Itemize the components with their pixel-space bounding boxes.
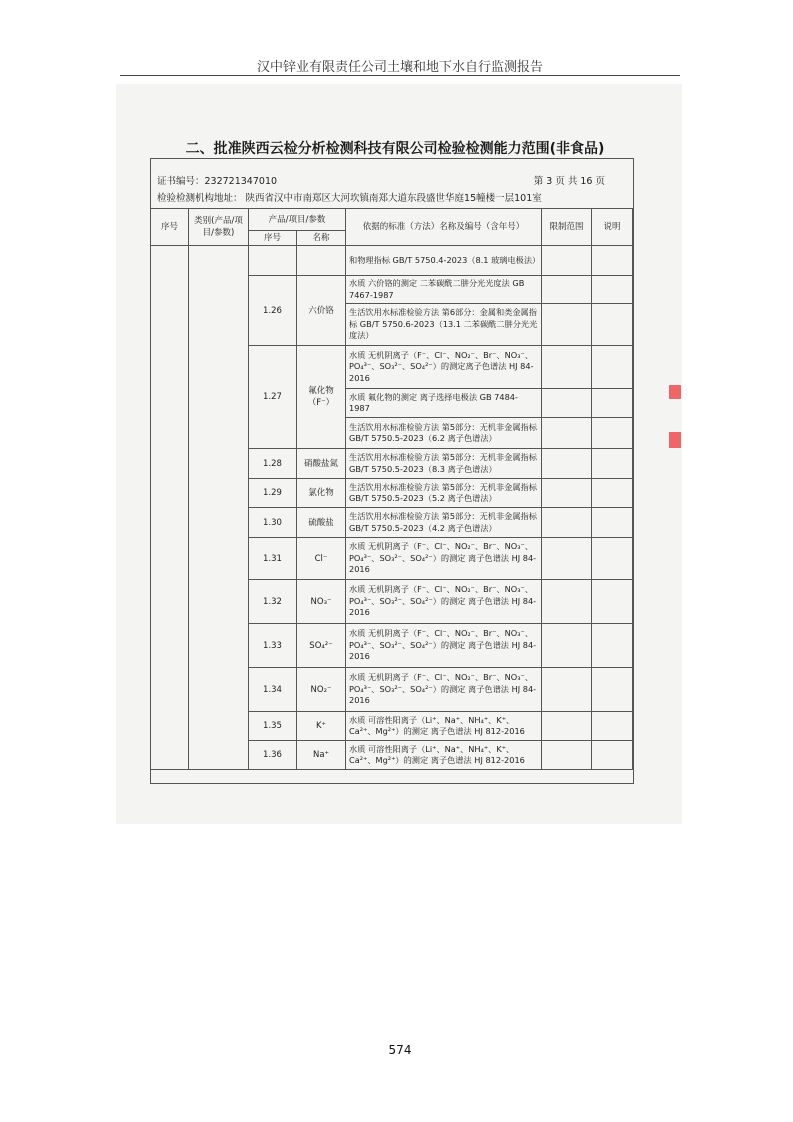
note-cell xyxy=(592,508,633,538)
header-rule xyxy=(120,75,680,76)
note-cell xyxy=(592,741,633,770)
note-cell xyxy=(592,346,633,389)
item-number: 1.27 xyxy=(249,346,297,449)
header-item-no: 序号 xyxy=(249,231,297,246)
limit-cell xyxy=(542,276,592,304)
item-name: Cl⁻ xyxy=(297,538,346,580)
note-cell xyxy=(592,449,633,479)
standard-method: 生活饮用水标准检验方法 第5部分：无机非金属指标 GB/T 5750.5-2023（4.2 离子色谱法） xyxy=(346,508,542,538)
red-stamp-fragment xyxy=(669,385,681,399)
limit-cell xyxy=(542,304,592,346)
header-note: 说明 xyxy=(592,209,633,246)
item-number: 1.32 xyxy=(249,580,297,624)
note-cell xyxy=(592,246,633,276)
limit-cell xyxy=(542,246,592,276)
item-name: K⁺ xyxy=(297,712,346,741)
limit-cell xyxy=(542,449,592,479)
item-name xyxy=(297,246,346,276)
note-cell xyxy=(592,668,633,712)
header-standard: 依据的标准（方法）名称及编号（含年号） xyxy=(346,209,542,246)
limit-cell xyxy=(542,580,592,624)
page-count: 第 3 页 共 16 页 xyxy=(533,176,605,187)
item-number: 1.33 xyxy=(249,624,297,668)
item-number xyxy=(249,246,297,276)
item-name: NO₃⁻ xyxy=(297,580,346,624)
document-title: 二、批准陕西云检分析检测科技有限公司检验检测能力范围(非食品) xyxy=(185,141,605,157)
standard-method: 生活饮用水标准检验方法 第5部分：无机非金属指标 GB/T 5750.5-2023（6.2 离子色谱法） xyxy=(346,418,542,449)
standard-method: 水质 无机阴离子（F⁻、Cl⁻、NO₂⁻、Br⁻、NO₃⁻、PO₄³⁻、SO₃²⁻、SO₄²⁻）的测定 离子色谱法 HJ 84-2016 xyxy=(346,668,542,712)
standard-method: 水质 氟化物的测定 离子选择电极法 GB 7484-1987 xyxy=(346,389,542,418)
header-item-name: 名称 xyxy=(297,231,346,246)
note-cell xyxy=(592,624,633,668)
standard-method: 和物理指标 GB/T 5750.4-2023（8.1 玻璃电极法） xyxy=(346,246,542,276)
limit-cell xyxy=(542,624,592,668)
standard-method: 生活饮用水标准检验方法 第5部分：无机非金属指标 GB/T 5750.5-2023（8.3 离子色谱法） xyxy=(346,449,542,479)
standard-method: 生活饮用水标准检验方法 第5部分：无机非金属指标 GB/T 5750.5-2023（5.2 离子色谱法） xyxy=(346,479,542,508)
item-name: 氯化物 xyxy=(297,479,346,508)
item-name: 硝酸盐氮 xyxy=(297,449,346,479)
standard-method: 水质 无机阴离子（F⁻、Cl⁻、NO₂⁻、Br⁻、NO₃⁻、PO₄³⁻、SO₃²⁻、SO₄²⁻）的测定离子色谱法 HJ 84-2016 xyxy=(346,346,542,389)
note-cell xyxy=(592,389,633,418)
item-number: 1.26 xyxy=(249,276,297,346)
header-category: 类别(产品/项目/参数) xyxy=(189,209,249,246)
item-number: 1.35 xyxy=(249,712,297,741)
item-number: 1.34 xyxy=(249,668,297,712)
header-product-param: 产品/项目/参数 xyxy=(249,209,346,231)
limit-cell xyxy=(542,346,592,389)
item-number: 1.31 xyxy=(249,538,297,580)
limit-cell xyxy=(542,668,592,712)
standard-method: 水质 无机阴离子（F⁻、Cl⁻、NO₂⁻、Br⁻、NO₃⁻、PO₄³⁻、SO₃²⁻、SO₄²⁻）的测定 离子色谱法 HJ 84-2016 xyxy=(346,580,542,624)
standard-method: 生活饮用水标准检验方法 第6部分：金属和类金属指标 GB/T 5750.6-2023（13.1 二苯碳酰二肼分光光度法） xyxy=(346,304,542,346)
certificate-row xyxy=(157,173,605,187)
note-cell xyxy=(592,538,633,580)
item-name: NO₂⁻ xyxy=(297,668,346,712)
note-cell xyxy=(592,580,633,624)
item-number: 1.28 xyxy=(249,449,297,479)
standard-method: 水质 无机阴离子（F⁻、Cl⁻、NO₂⁻、Br⁻、NO₃⁻、PO₄³⁻、SO₃²⁻、SO₄²⁻）的测定 离子色谱法 HJ 84-2016 xyxy=(346,624,542,668)
red-stamp-fragment xyxy=(669,432,681,448)
limit-cell xyxy=(542,741,592,770)
limit-cell xyxy=(542,479,592,508)
note-cell xyxy=(592,712,633,741)
certificate-number: 证书编号：232721347010 xyxy=(157,176,278,187)
seq-cell xyxy=(151,246,189,770)
item-number: 1.36 xyxy=(249,741,297,770)
item-number: 1.29 xyxy=(249,479,297,508)
limit-cell xyxy=(542,418,592,449)
page-header: 汉中锌业有限责任公司土壤和地下水自行监测报告 xyxy=(256,60,543,75)
note-cell xyxy=(592,304,633,346)
note-cell xyxy=(592,479,633,508)
limit-cell xyxy=(542,508,592,538)
category-cell xyxy=(189,246,249,770)
header-seq: 序号 xyxy=(151,209,189,246)
note-cell xyxy=(592,418,633,449)
limit-cell xyxy=(542,538,592,580)
page-number: 574 xyxy=(388,1043,412,1057)
standard-method: 水质 可溶性阳离子（Li⁺、Na⁺、NH₄⁺、K⁺、Ca²⁺、Mg²⁺）的测定 离子色谱法 HJ 812-2016 xyxy=(346,712,542,741)
scope-table xyxy=(150,208,633,770)
standard-method: 水质 无机阴离子（F⁻、Cl⁻、NO₂⁻、Br⁻、NO₃⁻、PO₄³⁻、SO₃²⁻、SO₄²⁻）的测定 离子色谱法 HJ 84-2016 xyxy=(346,538,542,580)
header-limit: 限制范围 xyxy=(542,209,592,246)
note-cell xyxy=(592,276,633,304)
limit-cell xyxy=(542,389,592,418)
item-name: Na⁺ xyxy=(297,741,346,770)
standard-method: 水质 可溶性阳离子（Li⁺、Na⁺、NH₄⁺、K⁺、Ca²⁺、Mg²⁺）的测定 离子色谱法 HJ 812-2016 xyxy=(346,741,542,770)
limit-cell xyxy=(542,712,592,741)
table-row xyxy=(151,246,633,276)
item-number: 1.30 xyxy=(249,508,297,538)
lab-address: 检验检测机构地址： 陕西省汉中市南郑区大河坎镇南郑大道东段盛世华庭15幢楼一层101室 xyxy=(157,193,542,204)
item-name: 氟化物（F⁻） xyxy=(297,346,346,449)
item-name: 六价铬 xyxy=(297,276,346,346)
standard-method: 水质 六价铬的测定 二苯碳酰二肼分光光度法 GB 7467-1987 xyxy=(346,276,542,304)
item-name: SO₄²⁻ xyxy=(297,624,346,668)
item-name: 硫酸盐 xyxy=(297,508,346,538)
